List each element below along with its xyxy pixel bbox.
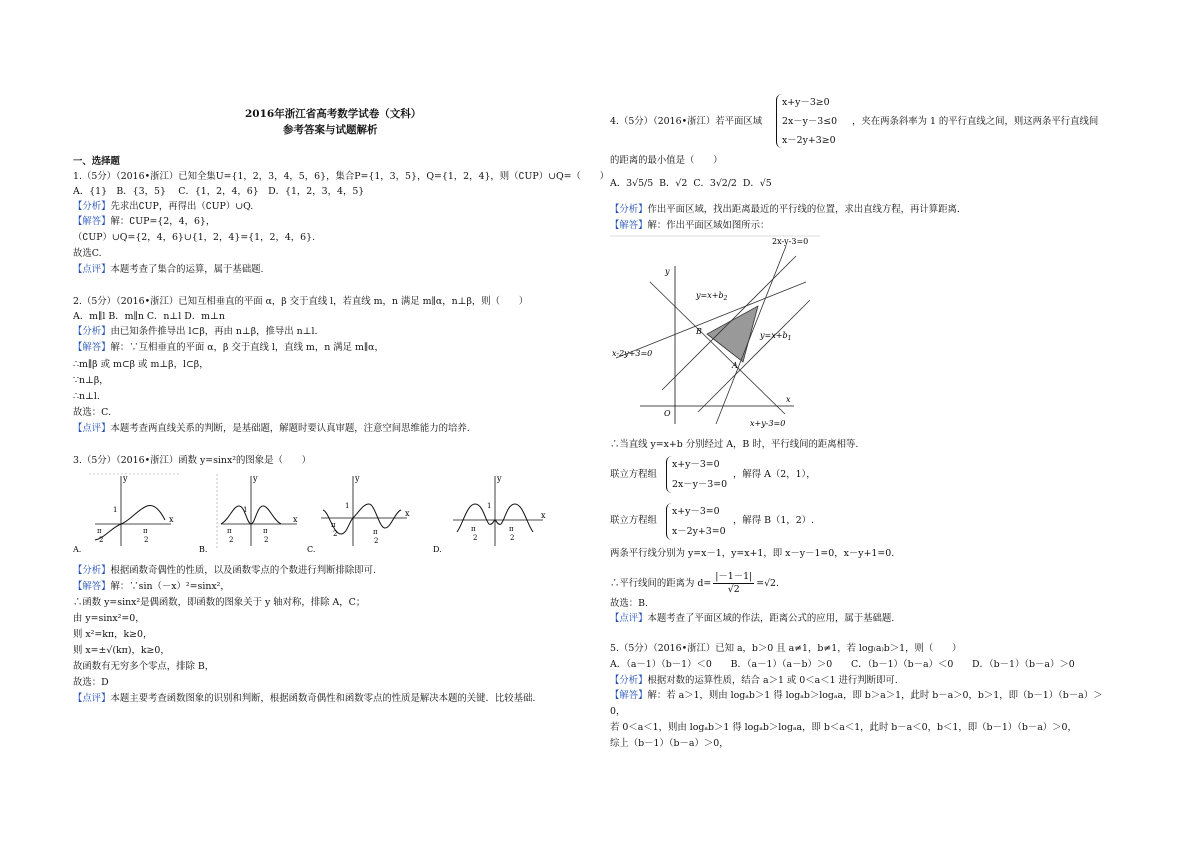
q1-comment: 【点评】本题考查了集合的运算，属于基础题. <box>73 264 264 275</box>
label-yb2: $y=x+b_2$ <box>696 291 728 302</box>
label-O: O <box>664 409 671 418</box>
q5-sol4: 综上（b－1）（b－a）＞0， <box>610 738 729 749</box>
q3-c-pi: π <box>373 528 378 536</box>
q3-graph-a <box>73 474 179 554</box>
q2-sol4: ∴n⊥l. <box>73 391 100 402</box>
label-xy3: x+y-3=0 <box>750 419 786 428</box>
q4-sys2-pre: 联立方程组 <box>610 515 657 526</box>
q3-graph-d <box>433 474 546 554</box>
q1-sol3: 故选C. <box>73 248 102 259</box>
q3-stem: 3.（5分）（2016•浙江）函数 y=sinx²的图象是（ ） <box>73 455 312 466</box>
q2-sol5: 故选：C. <box>73 407 111 418</box>
label-A: A <box>732 361 738 370</box>
q3-b-y: y <box>253 474 258 483</box>
q3-d-two: 2 <box>510 534 515 542</box>
q4-sys-row2: 2x－y－3≤0 <box>782 116 838 127</box>
q4-sys1-row1: x+y－3=0 <box>672 459 720 470</box>
q3-comment: 【点评】本题主要考查函数图象的识别和判断，根据函数奇偶性和函数零点的性质是解决本题的关键．比较基础. <box>73 693 536 704</box>
q3-d-pi: π <box>509 525 514 533</box>
q5-options: A．（a－1）（b－1）＜0 B．（a－1）（a－b）＞0 C．（b－1）（b－a）＜0 D．（b－1）（b－a）＞0 <box>610 659 1075 670</box>
q3-d-one: 1 <box>487 502 492 510</box>
q3-sol5: 则 x=±√(kπ)，k≥0， <box>73 645 170 656</box>
q3-b-negpi: π <box>227 527 232 535</box>
q3-d-y: y <box>497 474 502 483</box>
q3-a-two: 2 <box>144 536 149 544</box>
q3-b-one: 1 <box>243 506 248 514</box>
q3-option-graphs <box>73 468 573 558</box>
q4-sys1 <box>666 456 737 493</box>
q4-sys-row1: x+y－3≥0 <box>782 97 830 108</box>
q4-frac-num: |－1－1| <box>715 571 753 582</box>
q4-sol-c: ∴平行线间的距离为 d= $\frac{|-1-1|}{√2}$ =√2. <box>610 571 779 595</box>
line-y-x-b2 <box>662 256 796 390</box>
q3-a-negpi: π <box>97 527 102 535</box>
q2-sol3: ∵n⊥β， <box>73 375 109 386</box>
q4-solution: 【解答】解：作出平面区域如图所示： <box>610 220 770 231</box>
q4-sys2-row1: x+y－3=0 <box>672 506 720 517</box>
q3-a-label: A. <box>73 545 82 554</box>
q4-region-figure <box>610 234 820 430</box>
q3-sol2: ∴函数 y=sinx²是偶函数，即函数的图象关于 y 轴对称，排除 A，C； <box>73 597 366 608</box>
q4-sys1-row2: 2x－y－3=0 <box>672 479 728 490</box>
q3-a-pi: π <box>143 527 148 535</box>
line-x+y-3 <box>650 282 785 414</box>
q1-sol2: （∁UP）∪Q={2，4，6}∪{1，2，4}={1，2，4，6}. <box>73 232 316 243</box>
label-yb1: $y=x+b_1$ <box>760 331 792 342</box>
q3-sol4: 则 x²=kπ，k≥0， <box>73 629 153 640</box>
q4-sys1-post: ，解得 A（2，1）， <box>733 469 816 480</box>
q4-sol-a: ∴当直线 y=x+b 分别经过 A，B 时，平行线间的距离相等. <box>610 439 859 450</box>
q3-graph-c <box>307 474 410 554</box>
q3-a-negtwo: 2 <box>99 536 104 544</box>
paper-title: 2016年浙江省高考数学试卷（文科） <box>245 108 422 120</box>
q4-sol-b: 两条平行线分别为 y=x－1，y=x+1，即 x－y－1=0，x－y+1=0. <box>610 548 895 559</box>
q3-b-x: x <box>293 515 298 524</box>
q3-a-x: x <box>169 515 174 524</box>
q4-analysis: 【分析】作出平面区域，找出距离最近的平行线的位置，求出直线方程，再计算距离. <box>610 204 960 215</box>
label-x-axis: x <box>786 395 791 404</box>
label-B: B <box>696 327 702 336</box>
q4-sys2-row2: x－2y+3=0 <box>672 526 726 537</box>
q3-a-one: 1 <box>113 506 118 514</box>
label-x2y: x-2y+3=0 <box>612 349 653 358</box>
q3-c-x: x <box>405 509 410 518</box>
right-column <box>600 0 1200 849</box>
q5-sol2: 0， <box>610 706 626 717</box>
q4-sys2-post: ，解得 B（1，2）. <box>733 515 815 526</box>
q3-sol6: 故函数有无穷多个零点，排除 B， <box>73 661 215 672</box>
q5-analysis: 【分析】根据对数的运算性质，结合 a＞1 或 0＜a＜1 进行判断即可. <box>610 675 898 686</box>
label-y-axis: y <box>665 267 670 276</box>
q2-solution: 【解答】解：∵互相垂直的平面 α，β 交于直线 l，直线 m，n 满足 m∥α， <box>73 342 384 353</box>
q4-stem-pre: 4.（5分）（2016•浙江）若平面区域 <box>610 116 763 127</box>
q3-sol7: 故选：D <box>73 677 109 688</box>
paper-subtitle: 参考答案与试题解析 <box>283 124 378 136</box>
q5-sol3: 若 0＜a＜1，则由 logₐb＞1 得 logₐb＞logₐa，即 b＜a＜1，此时 b－a＜0，b＜1，即（b－1）（b－a）＞0， <box>610 722 1077 733</box>
q1-analysis: 【分析】先求出∁UP，再得出（∁UP）∪Q. <box>73 201 254 212</box>
q3-a-y: y <box>123 474 128 483</box>
q4-sys-row3: x－2y+3≥0 <box>782 135 836 146</box>
q3-d-x: x <box>541 511 546 520</box>
q3-b-pi: π <box>263 527 268 535</box>
q3-c-label: C. <box>307 545 316 554</box>
q4-comment: 【点评】本题考查了平面区域的作法，距离公式的应用，属于基础题. <box>610 613 895 624</box>
label-2x: 2x-y-3=0 <box>772 237 809 246</box>
q3-sol3: 由 y=sinx²=0， <box>73 613 145 624</box>
section-heading: 一、选择题 <box>73 156 120 167</box>
q1-options: A．{1} B．{3，5} C．{1，2，4，6} D．{1，2，3，4，5} <box>73 186 365 197</box>
q3-solution: 【解答】解：∵sin（－x）²=sinx²， <box>73 581 230 592</box>
feasible-region <box>707 306 758 362</box>
q2-sol2: ∴m∥β 或 m⊂β 或 m⊥β，l⊂β， <box>73 359 209 370</box>
q3-d-negtwo: 2 <box>473 534 478 542</box>
q4-stem-cont: 的距离的最小值是（ ） <box>610 155 723 166</box>
q3-c-negtwo: 2 <box>333 530 338 538</box>
q1-solution: 【解答】解：∁UP={2，4，6}， <box>73 216 216 227</box>
q3-b-label: B. <box>199 545 208 554</box>
q3-c-y: y <box>355 474 360 483</box>
q3-d-negpi: π <box>471 525 476 533</box>
q3-graph-b <box>199 474 298 554</box>
q1-stem: 1.（5分）（2016•浙江）已知全集U={1，2，3，4，5，6}，集合P={1，3，5}，Q={1，2，4}，则（∁UP）∪Q=（ ） <box>73 171 610 182</box>
q3-c-one: 1 <box>345 502 350 510</box>
q4-system <box>776 94 857 148</box>
q4-sys2 <box>666 503 737 540</box>
q5-solution: 【解答】解：若 a＞1，则由 logₐb＞1 得 logₐb＞logₐa，即 b＞a＞1，此时 b－a＞0，b＞1，即（b－1）（b－a）＞ <box>610 690 1103 701</box>
q3-d-label: D. <box>433 545 442 554</box>
q3-b-negtwo: 2 <box>229 536 234 544</box>
q3-b-two: 2 <box>264 536 269 544</box>
q2-stem: 2.（5分）（2016•浙江）已知互相垂直的平面 α，β 交于直线 l，若直线 m，n 满足 m∥α，n⊥β，则（ ） <box>73 296 529 307</box>
q4-frac-den: √2 <box>727 584 740 595</box>
q4-sol-d: 故选：B. <box>610 598 648 609</box>
q3-analysis: 【分析】根据函数奇偶性的性质，以及函数零点的个数进行判断排除即可. <box>73 565 376 576</box>
q5-stem: 5.（5分）（2016•浙江）已知 a，b＞0 且 a≠1，b≠1，若 log₍a₎b＞1，则（ ） <box>610 643 962 654</box>
q2-comment: 【点评】本题考查两直线关系的判断，是基础题，解题时要认真审题，注意空间思维能力的培养. <box>73 423 470 434</box>
q4-options: A．3√5/5 B．√2 C．3√2/2 D．√5 <box>610 178 772 189</box>
q3-c-two: 2 <box>374 537 379 545</box>
q4-stem-post: ，夹在两条斜率为 1 的平行直线之间，则这两条平行直线间 <box>852 116 1099 127</box>
q4-sys1-pre: 联立方程组 <box>610 469 657 480</box>
q2-analysis: 【分析】由已知条件推导出 l⊂β，再由 n⊥β，推导出 n⊥l. <box>73 326 318 337</box>
q2-options: A．m∥l B．m∥n C．n⊥l D．m⊥n <box>73 311 225 322</box>
q3-c-negpi: π <box>331 521 336 529</box>
